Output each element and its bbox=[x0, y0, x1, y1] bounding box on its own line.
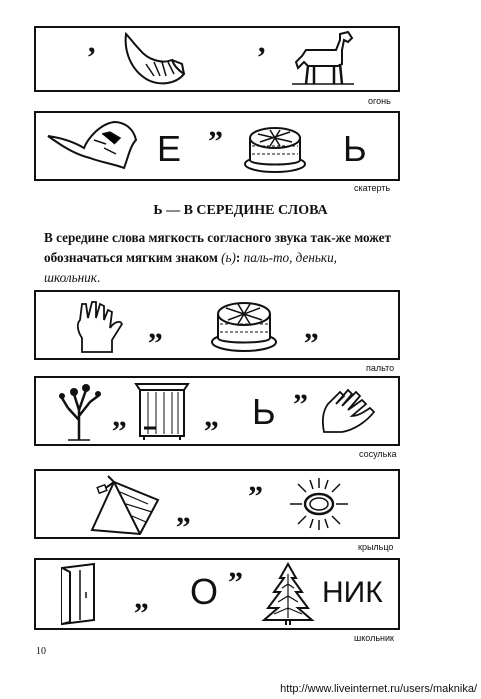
rebus-low-quote: „ bbox=[204, 400, 219, 433]
rebus-letter: Е bbox=[157, 128, 182, 169]
rebus-low-quote: „ bbox=[148, 312, 163, 345]
page-number: 10 bbox=[36, 646, 46, 657]
rebus-answer: скатерть bbox=[354, 183, 391, 193]
cake-icon bbox=[206, 292, 282, 356]
horse-icon bbox=[288, 28, 358, 88]
rebus-answer: сосулька bbox=[359, 449, 397, 459]
ring-icon bbox=[284, 474, 354, 534]
rule-sign: (ь) bbox=[221, 250, 236, 265]
rebus-letter: О bbox=[190, 571, 219, 612]
rebus-double-quote: ” bbox=[293, 388, 308, 421]
rebus-comma: , bbox=[88, 26, 96, 59]
rule-examples: паль-то, деньки, школьник bbox=[44, 250, 337, 285]
fir-tree-icon bbox=[258, 562, 318, 626]
rebus-answer: пальто bbox=[366, 363, 395, 373]
section-title: Ь — В СЕРЕДИНЕ СЛОВА bbox=[153, 203, 328, 218]
rebus-letter: Ь bbox=[252, 391, 276, 432]
rebus-comma: , bbox=[258, 26, 266, 59]
rebus-double-quote: ” bbox=[228, 566, 243, 599]
wardrobe-icon bbox=[56, 562, 102, 626]
rebus-double-quote: ” bbox=[248, 480, 263, 513]
rule-text: В середине слова мягкость согласного звука так-же может обозначаться мягким знаком bbox=[44, 230, 392, 265]
rebus-letter: Ь bbox=[343, 128, 367, 169]
rebus-low-quote: „ bbox=[134, 582, 149, 615]
rebus-low-quote: „ bbox=[304, 312, 319, 345]
beehive-icon bbox=[134, 380, 190, 442]
rebus-answer: школьник bbox=[354, 633, 394, 643]
horn-icon bbox=[118, 30, 190, 88]
rule-colon: : bbox=[235, 250, 241, 265]
tree-icon bbox=[54, 380, 104, 442]
rebus-double-quote: ” bbox=[208, 125, 223, 158]
stingray-icon bbox=[44, 114, 140, 176]
tent-icon bbox=[86, 472, 166, 536]
rebus-answer: огонь bbox=[368, 96, 391, 106]
cake-icon bbox=[240, 116, 310, 178]
rebus-letter: НИК bbox=[322, 576, 383, 609]
waving-hand-icon bbox=[318, 382, 382, 438]
footer-url[interactable]: http://www.liveinternet.ru/users/maknika/ bbox=[280, 683, 477, 695]
rule-paragraph bbox=[44, 228, 394, 288]
rebus-low-quote: „ bbox=[176, 496, 191, 529]
rebus-answer: крыльцо bbox=[358, 542, 394, 552]
hand-icon bbox=[74, 298, 140, 354]
rebus-low-quote: „ bbox=[112, 400, 127, 433]
rule-period: . bbox=[96, 270, 101, 285]
